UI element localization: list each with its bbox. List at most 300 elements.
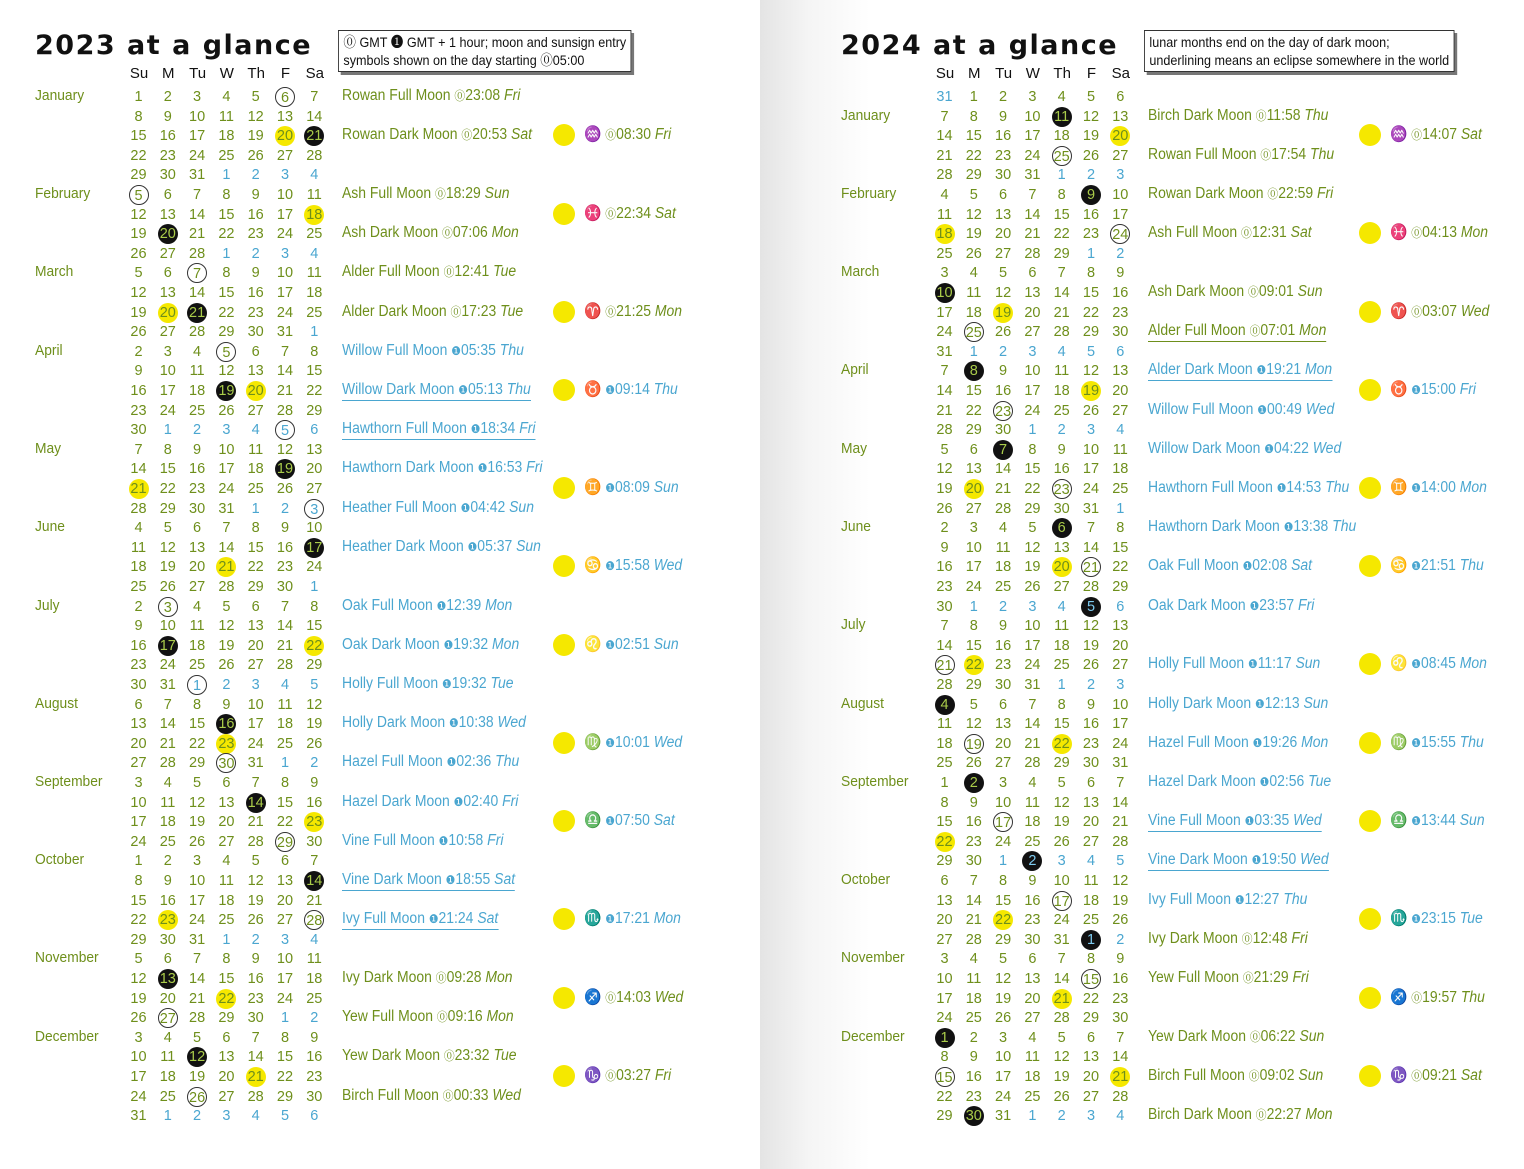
day-cell (1047, 969, 1076, 990)
day-number: 2 (193, 422, 202, 439)
day-number: 18 (1082, 892, 1100, 909)
day-cell (124, 597, 153, 618)
sunsign-weekday: Fri (1459, 381, 1477, 398)
day-number: 27 (247, 657, 264, 674)
day-number: 12 (965, 206, 982, 223)
day-number: 8 (134, 108, 143, 125)
day-number: 3 (193, 853, 202, 870)
moon-time: 19:21 (1266, 361, 1302, 379)
day-number: 23 (1112, 304, 1129, 321)
moon-name: Alder Full Moon (1148, 322, 1246, 340)
weekday-header: F (1086, 65, 1097, 82)
day-cell (183, 851, 212, 872)
day-number: 4 (969, 265, 978, 282)
sun-icon (1359, 987, 1381, 1009)
day-cell (153, 401, 182, 422)
day-number: 24 (218, 481, 235, 497)
day-cell (241, 420, 270, 441)
day-number: 22 (130, 147, 147, 164)
day-cell (959, 381, 988, 402)
sun-icon (553, 1065, 575, 1087)
day-number: 7 (1116, 775, 1125, 791)
day-number: 23 (1082, 735, 1100, 752)
moon-weekday: Fri (502, 792, 519, 810)
day-cell (1106, 165, 1135, 186)
day-number: 5 (1057, 1029, 1066, 1046)
day-cell (989, 459, 1018, 480)
dark-moon-day (300, 871, 329, 892)
day-number: 8 (940, 1049, 949, 1066)
day-number: 6 (280, 853, 290, 870)
day-number: 18 (306, 206, 323, 223)
day-cell (241, 753, 270, 774)
zodiac-sign-icon: ♋ (1390, 557, 1408, 575)
bst-symbol-icon: ❶ (605, 383, 615, 397)
day-cell (241, 695, 270, 716)
day-cell (271, 224, 300, 245)
day-number: 20 (276, 128, 294, 145)
day-number: 11 (218, 108, 234, 125)
dark-moon-day (1018, 851, 1047, 872)
day-number: 25 (995, 579, 1012, 595)
day-number: 29 (306, 402, 323, 419)
moon-name: Rowan Full Moon (342, 87, 451, 104)
day-cell (1018, 381, 1047, 402)
day-number: 11 (1112, 441, 1128, 458)
day-number: 26 (189, 833, 206, 850)
day-cell (1077, 283, 1106, 304)
day-number: 14 (995, 461, 1012, 478)
month-label: August (841, 694, 884, 712)
day-number: 24 (1110, 224, 1130, 244)
day-number: 13 (995, 716, 1012, 733)
day-number: 3 (251, 677, 260, 693)
month-label: September (841, 773, 909, 790)
day-number: 5 (251, 89, 260, 105)
day-cell (1018, 597, 1047, 618)
day-cell (1018, 753, 1047, 774)
day-cell (1018, 557, 1047, 578)
day-number: 17 (1112, 716, 1129, 733)
moon-entry (1148, 556, 1312, 576)
day-cell (1018, 714, 1047, 735)
day-cell (124, 1047, 153, 1068)
day-cell (1106, 479, 1135, 500)
dark-moon-day (1047, 518, 1076, 539)
day-cell (1077, 989, 1106, 1010)
moon-time: 09:02 (1259, 1067, 1295, 1084)
day-cell (1047, 1028, 1076, 1049)
day-cell (241, 577, 270, 598)
day-cell (1106, 891, 1135, 912)
day-cell (212, 577, 241, 598)
moon-entry (342, 968, 513, 988)
sun-icon (553, 908, 575, 930)
day-number: 15 (306, 618, 323, 635)
day-number: 3 (940, 265, 949, 282)
day-number: 12 (247, 108, 264, 125)
day-number: 4 (969, 951, 978, 968)
day-number: 26 (1112, 912, 1129, 929)
day-cell (1077, 655, 1106, 676)
day-cell (183, 283, 212, 304)
day-cell (241, 361, 270, 382)
day-number: 1 (935, 1028, 955, 1048)
day-cell (124, 989, 153, 1010)
day-number: 19 (1053, 1069, 1070, 1085)
day-number: 7 (969, 873, 978, 889)
day-cell (1077, 87, 1106, 108)
full-moon-day (1047, 146, 1076, 168)
day-number: 9 (134, 363, 143, 380)
day-cell (1047, 205, 1076, 226)
day-number: 18 (189, 637, 206, 654)
day-number: 8 (222, 265, 231, 282)
day-number: 17 (218, 461, 235, 478)
day-cell (989, 636, 1018, 657)
day-number: 2 (163, 853, 172, 870)
full-moon-day (271, 832, 300, 854)
day-cell (1077, 263, 1106, 284)
day-cell (1018, 87, 1047, 108)
day-number: 2 (1022, 851, 1042, 871)
moon-entry (342, 223, 519, 243)
sunsign-weekday: Thu (1460, 988, 1485, 1006)
moon-time: 07:06 (452, 224, 488, 242)
bst-symbol-icon: ❶ (1254, 696, 1265, 711)
day-cell (183, 518, 212, 539)
day-cell (1018, 1028, 1047, 1049)
day-number: 6 (222, 1029, 231, 1046)
day-number: 3 (999, 775, 1008, 791)
day-cell (1106, 518, 1135, 539)
day-cell (124, 322, 153, 343)
moon-weekday: Thu (1325, 479, 1350, 496)
bst-symbol-icon: ❶ (438, 833, 449, 848)
day-cell (241, 949, 270, 970)
day-cell (124, 440, 153, 461)
sun-icon (553, 379, 575, 401)
full-moon-day (300, 910, 329, 932)
moon-name: Holly Full Moon (342, 675, 439, 692)
day-cell (989, 244, 1018, 265)
day-number: 9 (251, 187, 260, 203)
day-cell (124, 518, 153, 539)
day-number: 8 (310, 343, 319, 360)
bst-symbol-icon: ❶ (605, 735, 615, 750)
day-number: 15 (189, 716, 206, 733)
day-number: 14 (159, 716, 176, 733)
moon-entry (1148, 929, 1308, 949)
day-number: 6 (1028, 951, 1037, 968)
day-number: 17 (1052, 891, 1072, 911)
sunsign-entry (1390, 733, 1484, 753)
day-number: 16 (965, 814, 982, 831)
day-cell (153, 930, 182, 951)
day-number: 28 (1024, 755, 1041, 772)
day-number: 10 (995, 794, 1012, 811)
gmt-symbol-icon: ⓪ (1411, 226, 1423, 241)
moon-name: Oak Full Moon (342, 596, 433, 614)
day-cell (959, 812, 988, 833)
day-cell (300, 146, 329, 167)
day-cell (271, 851, 300, 872)
day-cell (1047, 910, 1076, 931)
sun-icon (1359, 555, 1381, 577)
day-number: 7 (940, 363, 949, 380)
day-cell (241, 518, 270, 539)
day-cell (959, 87, 988, 108)
day-cell (300, 597, 329, 618)
day-cell (1047, 224, 1076, 245)
gmt-symbol-icon: ⓪ (1411, 304, 1423, 319)
day-number: 1 (187, 675, 207, 695)
day-cell (1018, 1067, 1047, 1088)
sunsign-weekday: Sat (1460, 1067, 1482, 1084)
day-number: 6 (1052, 518, 1072, 538)
day-number: 13 (159, 285, 176, 301)
day-cell (300, 87, 329, 108)
day-number: 9 (969, 1049, 978, 1066)
day-number: 18 (936, 735, 953, 752)
day-cell (1018, 1047, 1047, 1068)
day-number: 2 (251, 167, 260, 184)
sunsign-weekday: Sun (653, 479, 679, 496)
day-number: 7 (1116, 1029, 1125, 1046)
day-number: 20 (1082, 1069, 1100, 1085)
day-cell (1047, 851, 1076, 872)
day-number: 20 (995, 735, 1012, 752)
moon-weekday: Sun (1303, 694, 1329, 712)
day-number: 19 (130, 990, 147, 1007)
day-number: 22 (306, 383, 323, 399)
day-number: 10 (130, 794, 147, 811)
moon-entry (342, 596, 512, 616)
day-number: 10 (1024, 108, 1041, 125)
dark-moon-day (930, 283, 959, 304)
moon-time: 18:34 (480, 420, 516, 438)
day-number: 1 (222, 167, 231, 184)
moon-time: 12:31 (1251, 224, 1287, 242)
day-number: 5 (275, 420, 295, 440)
day-number: 13 (1112, 363, 1129, 380)
day-number: 10 (159, 363, 176, 380)
sunsign-time: 02:51 (614, 635, 650, 653)
day-cell (989, 930, 1018, 951)
day-cell (1077, 812, 1106, 833)
day-cell (183, 499, 212, 520)
day-number: 17 (189, 892, 206, 909)
day-cell (153, 440, 182, 461)
day-cell (989, 616, 1018, 637)
day-number: 26 (1082, 657, 1100, 674)
day-number: 11 (1024, 794, 1040, 811)
moon-weekday: Thu (499, 341, 524, 359)
day-cell (1047, 381, 1076, 402)
day-number: 6 (251, 343, 260, 360)
day-cell (1077, 361, 1106, 382)
day-number: 11 (966, 285, 982, 301)
day-cell (1106, 87, 1135, 108)
day-number: 14 (306, 873, 323, 889)
day-cell (930, 753, 959, 774)
day-number: 25 (936, 245, 953, 262)
day-cell (930, 420, 959, 441)
moon-name: Oak Dark Moon (1148, 596, 1246, 614)
day-number: 28 (276, 657, 294, 674)
sunsign-time: 14:07 (1422, 126, 1457, 144)
day-number: 2 (251, 245, 260, 262)
day-number: 31 (1082, 500, 1100, 517)
day-cell (183, 401, 212, 422)
day-number: 16 (130, 637, 147, 654)
day-number: 4 (1116, 1108, 1125, 1125)
day-number: 17 (189, 128, 206, 145)
day-cell (212, 949, 241, 970)
day-cell (1047, 1087, 1076, 1108)
dark-moon-day (183, 1047, 212, 1068)
day-cell (1106, 616, 1135, 637)
day-number: 3 (280, 245, 290, 262)
moon-time: 04:22 (1273, 439, 1309, 457)
day-cell (1106, 695, 1135, 716)
day-cell (271, 1028, 300, 1049)
day-number: 25 (965, 1010, 982, 1027)
day-number: 14 (1082, 539, 1100, 556)
day-number: 15 (965, 383, 982, 399)
day-number: 22 (1053, 226, 1070, 243)
sunsign-day (930, 224, 959, 245)
day-number: 7 (134, 441, 143, 458)
moon-entry (342, 341, 524, 361)
day-cell (930, 675, 959, 696)
day-number: 22 (276, 1069, 294, 1085)
day-cell (1077, 851, 1106, 872)
day-cell (153, 832, 182, 853)
day-cell (212, 263, 241, 284)
day-number: 7 (310, 89, 319, 105)
dark-moon-day (300, 126, 329, 147)
day-number: 7 (280, 598, 290, 615)
day-cell (271, 891, 300, 912)
day-number: 14 (936, 637, 953, 654)
day-number: 8 (1116, 520, 1125, 537)
sunsign-day (989, 910, 1018, 931)
day-number: 27 (158, 1008, 178, 1028)
day-number: 25 (306, 990, 323, 1007)
day-cell (183, 538, 212, 559)
day-cell (271, 557, 300, 578)
day-number: 4 (1028, 775, 1037, 791)
month-label: November (841, 949, 905, 967)
moon-entry (1148, 733, 1328, 753)
day-number: 18 (1024, 1069, 1041, 1085)
day-number: 6 (999, 187, 1008, 203)
day-number: 22 (218, 990, 235, 1007)
day-cell (1106, 244, 1135, 265)
day-number: 16 (936, 559, 953, 576)
gmt-symbol-icon: ⓪ (1267, 187, 1279, 201)
day-number: 26 (218, 402, 235, 419)
day-cell (1018, 361, 1047, 382)
moon-name: Hawthorn Dark Moon (342, 459, 474, 477)
day-cell (124, 263, 153, 284)
day-number: 13 (1053, 539, 1070, 556)
day-number: 8 (280, 775, 290, 791)
day-number: 28 (1053, 1010, 1070, 1027)
day-number: 10 (218, 441, 235, 458)
day-number: 29 (936, 1108, 953, 1125)
day-cell (959, 420, 988, 441)
day-number: 25 (306, 304, 323, 321)
moon-name: Yew Full Moon (1148, 969, 1239, 986)
day-number: 2 (1086, 677, 1096, 693)
day-number: 30 (1053, 500, 1070, 517)
day-cell (1047, 832, 1076, 853)
day-cell (1047, 420, 1076, 441)
day-cell (989, 1067, 1018, 1088)
moon-entry (342, 537, 541, 557)
moon-entry (1148, 223, 1312, 243)
day-cell (930, 871, 959, 892)
day-number: 26 (276, 481, 294, 497)
sunsign-weekday: Thu (1459, 557, 1484, 575)
sunsign-weekday: Sat (1460, 126, 1482, 144)
day-number: 9 (1086, 696, 1096, 713)
day-number: 16 (130, 383, 147, 399)
moon-name: Hawthorn Dark Moon (1148, 518, 1280, 536)
moon-name: Birch Dark Moon (1148, 1106, 1252, 1124)
day-cell (959, 1028, 988, 1049)
day-cell (271, 734, 300, 755)
day-number: 20 (1112, 128, 1129, 145)
month-label: February (35, 185, 91, 202)
bst-symbol-icon: ❶ (1249, 598, 1260, 613)
day-cell (241, 989, 270, 1010)
day-cell (153, 557, 182, 578)
day-number: 29 (936, 853, 953, 870)
day-cell (124, 87, 153, 108)
day-number: 16 (1112, 285, 1129, 301)
moon-entry (1148, 968, 1309, 988)
day-cell (153, 891, 182, 912)
day-number: 24 (936, 1010, 953, 1027)
day-number: 22 (1024, 481, 1041, 497)
day-cell (989, 714, 1018, 735)
zodiac-sign-icon: ♎ (584, 812, 602, 830)
day-cell (1106, 557, 1135, 578)
day-number: 18 (306, 285, 323, 301)
moon-time: 17:23 (461, 302, 497, 320)
day-number: 8 (1028, 441, 1037, 458)
day-cell (183, 479, 212, 500)
day-number: 27 (218, 1088, 235, 1105)
day-number: 19 (247, 128, 264, 145)
day-number: 18 (130, 559, 147, 576)
sunsign-time: 15:00 (1420, 381, 1456, 398)
sunsign-weekday: Wed (1460, 302, 1490, 320)
day-number: 13 (159, 971, 176, 987)
day-cell (124, 910, 153, 931)
day-cell (241, 205, 270, 226)
bst-symbol-icon: ❶ (1283, 520, 1294, 535)
day-number: 31 (936, 89, 953, 105)
day-number: 7 (1057, 951, 1066, 968)
day-number: 24 (276, 990, 294, 1007)
day-cell (1018, 969, 1047, 990)
day-number: 14 (1112, 794, 1129, 811)
day-number: 20 (1112, 383, 1129, 399)
